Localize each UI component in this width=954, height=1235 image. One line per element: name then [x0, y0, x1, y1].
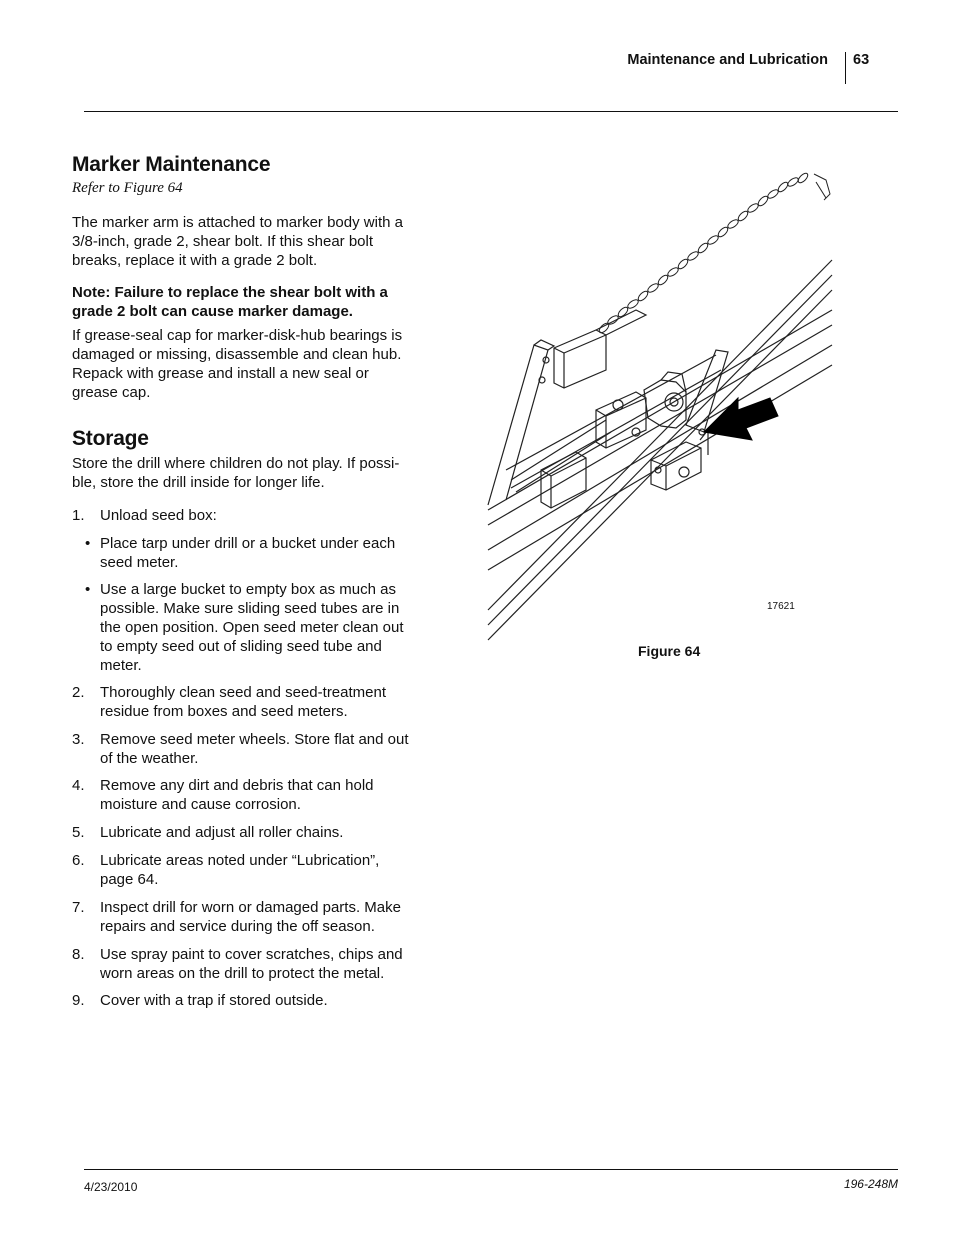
storage-heading: Storage: [72, 427, 149, 450]
header-rule: [84, 111, 898, 112]
footer-rule: [84, 1169, 898, 1170]
list-number: 4.: [72, 777, 85, 794]
list-text: Remove seed meter wheels. Store flat and out of the weather.: [100, 731, 409, 767]
list-text: Lubricate and adjust all roller chains.: [100, 824, 344, 841]
marker-paragraph-2: If grease-seal cap for marker-disk-hub bearings is damaged or missing, disassemble and clean hub. Repack with grease and install a new seal or grease cap.: [72, 327, 403, 401]
figure-id-label: 17621: [767, 601, 795, 612]
shear-bolt-note: Note: Failure to replace the shear bolt with a grade 2 bolt can cause marker damage.: [72, 284, 388, 320]
footer-date: 4/23/2010: [84, 1180, 138, 1194]
list-number: 9.: [72, 992, 85, 1009]
list-text: Inspect drill for worn or damaged parts. Make repairs and service during the off season.: [100, 899, 401, 935]
list-text: Thoroughly clean seed and seed-treatment residue from boxes and seed meters.: [100, 684, 387, 720]
footer-doc-number: 196-248M: [843, 1177, 898, 1191]
storage-intro: Store the drill where children do not play. If possi-ble, store the drill inside for longer life.: [72, 455, 400, 491]
list-text: Unload seed box:: [100, 507, 217, 524]
list-number: 3.: [72, 731, 85, 748]
marker-arm-illustration: [486, 170, 838, 650]
list-number: 1.: [72, 507, 85, 524]
list-text: Cover with a trap if stored outside.: [100, 992, 328, 1009]
header-divider: [845, 52, 846, 84]
list-number: 7.: [72, 899, 85, 916]
marker-paragraph-1: The marker arm is attached to marker body with a 3/8-inch, grade 2, shear bolt. If this shear bolt breaks, replace it with a grade 2 bolt.: [72, 214, 403, 269]
refer-figure-note: Refer to Figure 64: [72, 180, 183, 196]
running-header: Maintenance and Lubrication: [627, 52, 828, 68]
bullet-glyph: •: [85, 535, 91, 552]
marker-maintenance-heading: Marker Maintenance: [72, 153, 271, 176]
figure-caption: Figure 64: [638, 643, 701, 659]
arrow-icon: [704, 398, 778, 440]
list-number: 8.: [72, 946, 85, 963]
list-text: Lubricate areas noted under “Lubrication”, page 64.: [100, 852, 380, 888]
list-number: 2.: [72, 684, 85, 701]
bullet-text: Use a large bucket to empty box as much as possible. Make sure sliding seed tubes are in the open position. Open seed meter clean out to empty seed out of sliding seed tube and meter.: [100, 581, 404, 674]
list-number: 5.: [72, 824, 85, 841]
list-text: Use spray paint to cover scratches, chips and worn areas on the drill to protect the metal.: [100, 946, 403, 982]
list-text: Remove any dirt and debris that can hold moisture and cause corrosion.: [100, 777, 374, 813]
list-number: 6.: [72, 852, 85, 869]
bullet-glyph: •: [85, 581, 91, 598]
bullet-text: Place tarp under drill or a bucket under each seed meter.: [100, 535, 396, 571]
page-number: 63: [853, 52, 870, 68]
